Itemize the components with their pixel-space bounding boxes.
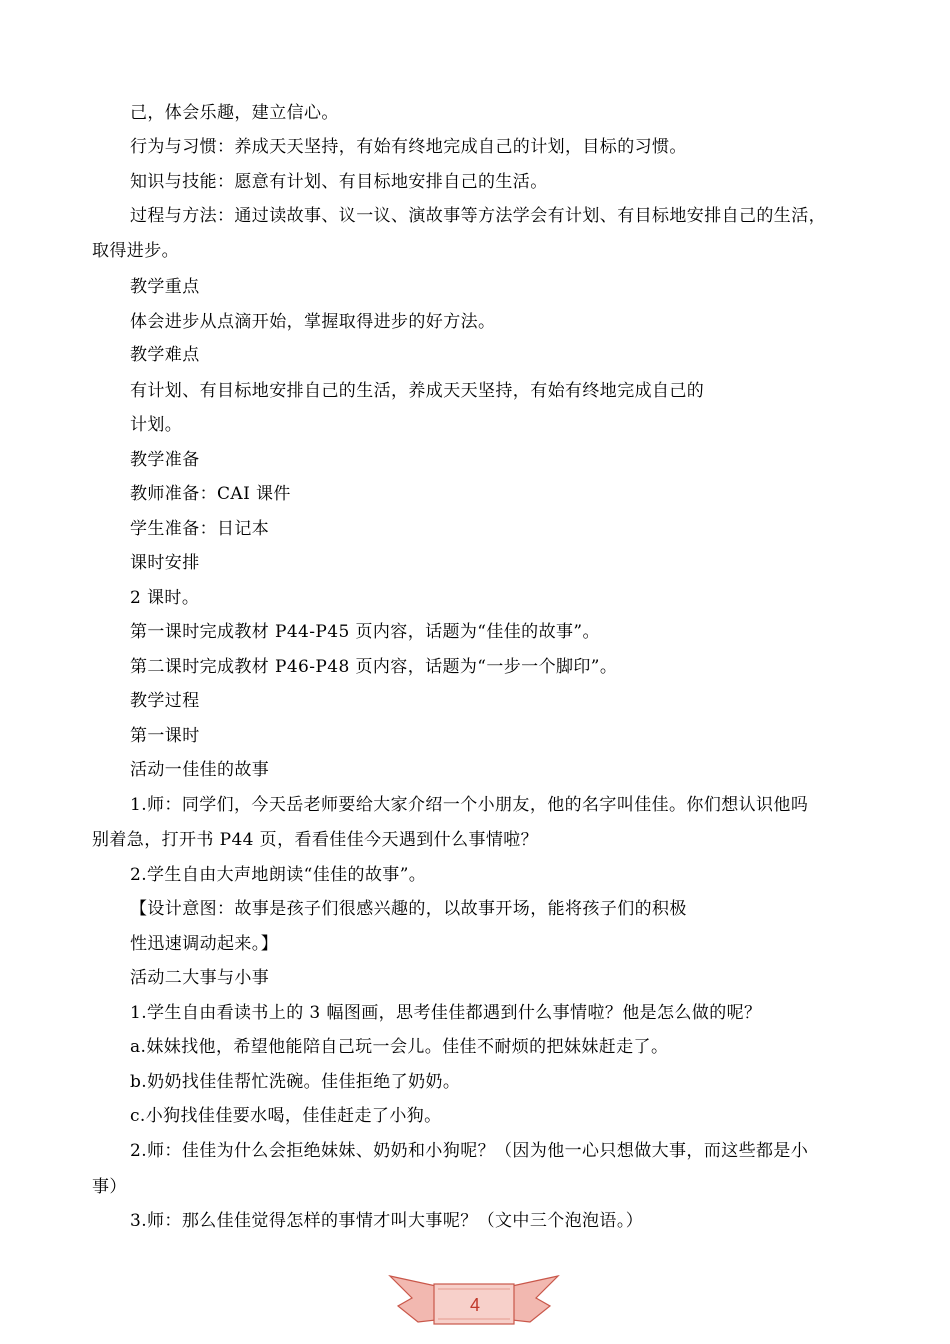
section-heading: 教学重点 (130, 277, 200, 297)
section-heading: 教学过程 (130, 691, 200, 711)
text-line: 1.师：同学们，今天岳老师要给大家介绍一个小朋友，他的名字叫佳佳。你们想认识他吗 (130, 795, 809, 815)
text-line: 学生准备：日记本 (130, 519, 270, 539)
text-line: 2.学生自由大声地朗读“佳佳的故事”。 (130, 865, 427, 885)
text-line: 取得进步。 (92, 241, 179, 261)
text-line: 3.师：那么佳佳觉得怎样的事情才叫大事呢？（文中三个泡泡语。） (130, 1211, 644, 1231)
page-number-ribbon (388, 1270, 560, 1326)
text-line: 有计划、有目标地安排自己的生活，养成天天坚持，有始有终地完成自己的 (130, 381, 705, 401)
text-line: 教师准备：CAI 课件 (130, 484, 291, 504)
activity-heading: 活动一佳佳的故事 (130, 760, 270, 780)
text-line: 1.学生自由看读书上的 3 幅图画，思考佳佳都遇到什么事情啦？他是怎么做的呢？ (130, 1003, 762, 1023)
section-heading: 教学准备 (130, 450, 200, 470)
text-line: 第二课时完成教材 P46-P48 页内容，话题为“一步一个脚印”。 (130, 657, 618, 677)
section-heading: 教学难点 (130, 345, 200, 365)
text-line: 知识与技能：愿意有计划、有目标地安排自己的生活。 (130, 172, 548, 192)
text-line: c.小狗找佳佳要水喝，佳佳赶走了小狗。 (130, 1106, 442, 1126)
design-note: 性迅速调动起来。】 (130, 934, 279, 954)
text-line: 事） (92, 1177, 127, 1197)
text-line: 2 课时。 (130, 588, 200, 608)
page-number: 4 (469, 1295, 480, 1315)
section-heading: 第一课时 (130, 726, 200, 746)
text-line: 行为与习惯：养成天天坚持，有始有终地完成自己的计划，目标的习惯。 (130, 137, 687, 157)
text-line: 别着急，打开书 P44 页，看看佳佳今天遇到什么事情啦？ (92, 830, 539, 850)
text-line: a.妹妹找他，希望他能陪自己玩一会儿。佳佳不耐烦的把妹妹赶走了。 (130, 1037, 669, 1057)
section-heading: 课时安排 (130, 553, 200, 573)
text-line: 计划。 (130, 415, 183, 435)
text-line: b.奶奶找佳佳帮忙洗碗。佳佳拒绝了奶奶。 (130, 1072, 461, 1092)
text-line: 过程与方法：通过读故事、议一议、演故事等方法学会有计划、有目标地安排自己的生活， (130, 206, 826, 226)
activity-heading: 活动二大事与小事 (130, 968, 270, 988)
text-line: 己，体会乐趣，建立信心。 (130, 103, 339, 123)
text-line: 第一课时完成教材 P44-P45 页内容，话题为“佳佳的故事”。 (130, 622, 600, 642)
text-line: 体会进步从点滴开始，掌握取得进步的好方法。 (130, 312, 496, 332)
design-note: 【设计意图：故事是孩子们很感兴趣的，以故事开场，能将孩子们的积极 (130, 899, 687, 919)
text-line: 2.师：佳佳为什么会拒绝妹妹、奶奶和小狗呢？（因为他一心只想做大事，而这些都是小 (130, 1141, 809, 1161)
